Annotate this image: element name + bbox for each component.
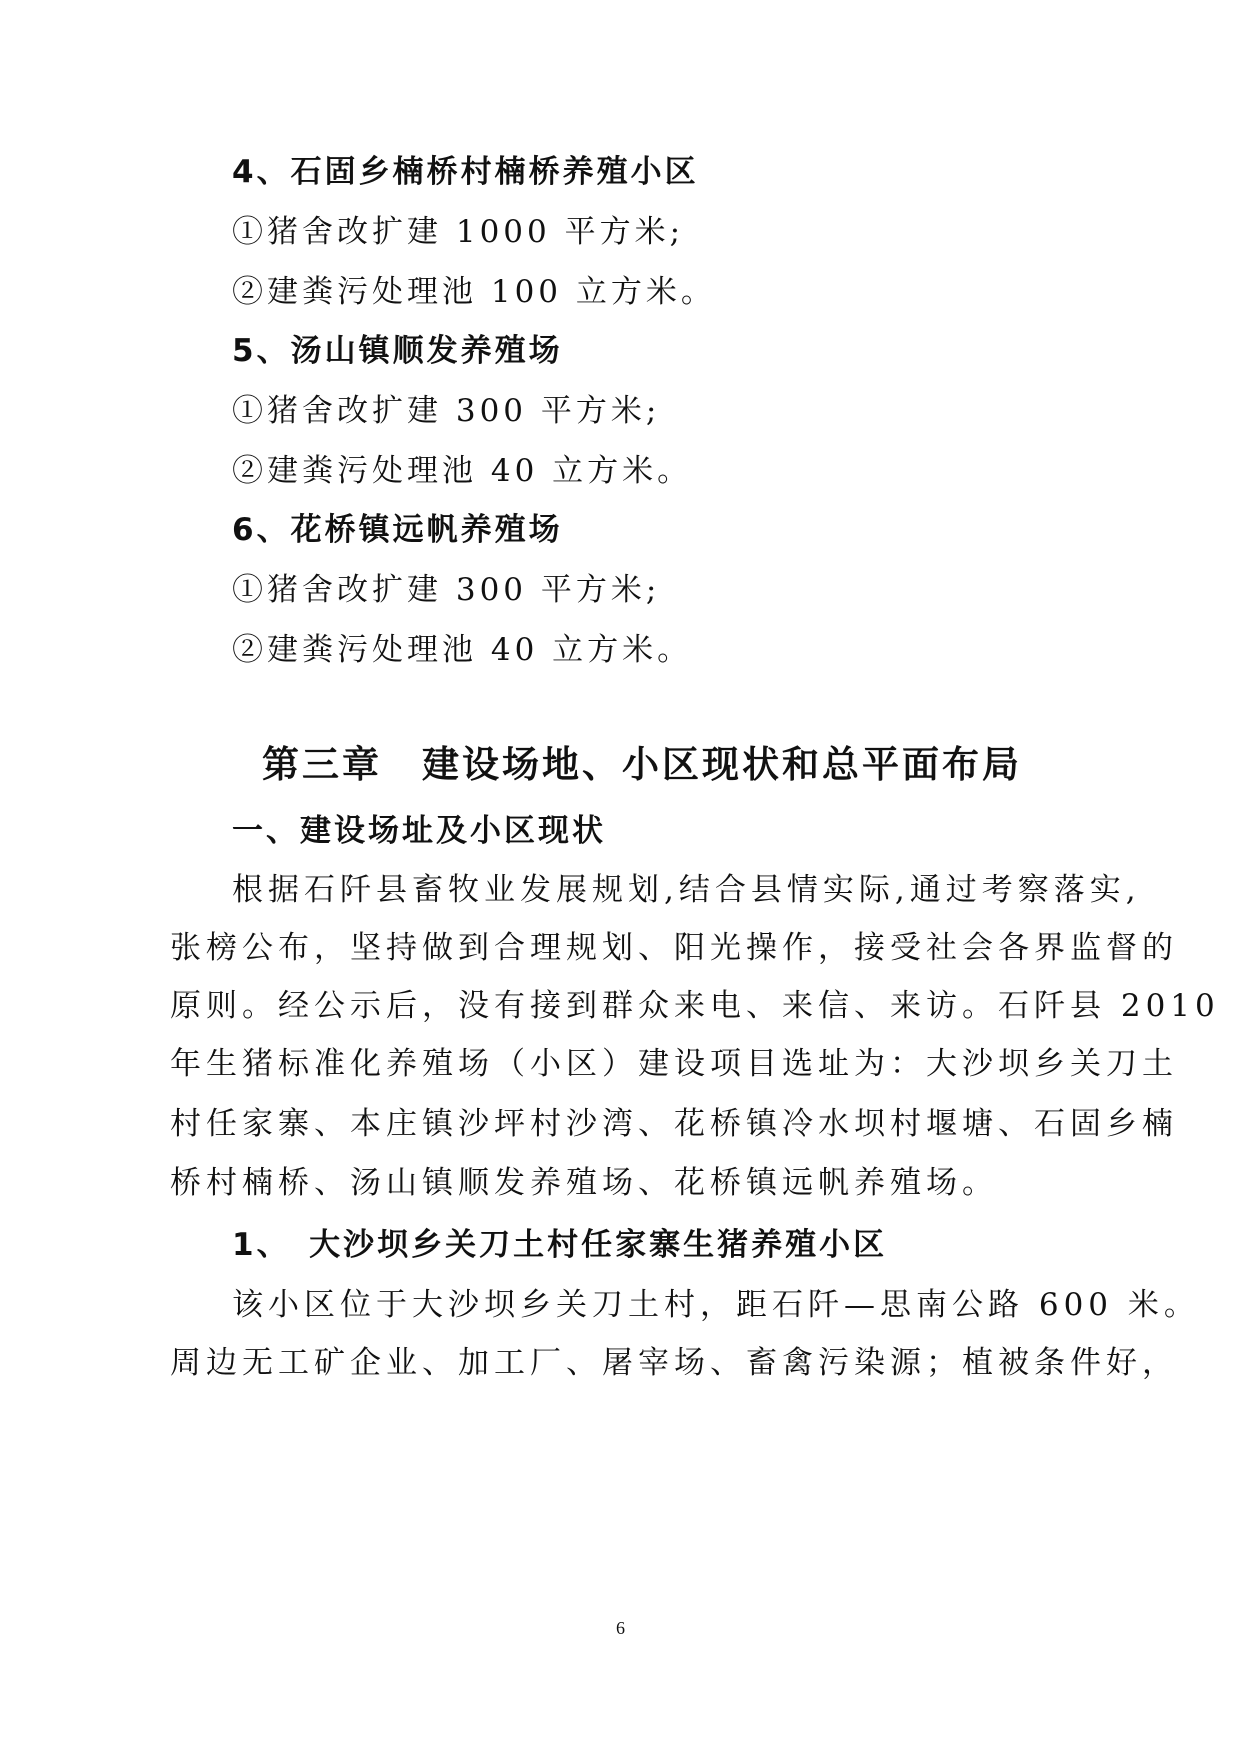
item-heading: 1、 大沙坝乡关刀土村任家寨生猪养殖小区 (232, 1227, 888, 1263)
section-heading: 6、花桥镇远帆养殖场 (232, 512, 563, 548)
paragraph-line: 张榜公布，坚持做到合理规划、阳光操作，接受社会各界监督的 (170, 930, 1178, 966)
subheading: 一、建设场址及小区现状 (232, 813, 606, 849)
list-item: ②建粪污处理池 40 立方米。 (232, 453, 693, 489)
paragraph-line: 根据石阡县畜牧业发展规划,结合县情实际,通过考察落实, (232, 872, 1141, 908)
page-number: 6 (616, 1618, 625, 1638)
paragraph-line: 村任家寨、本庄镇沙坪村沙湾、花桥镇冷水坝村堰塘、石固乡楠 (170, 1106, 1178, 1142)
list-item: ①猪舍改扩建 300 平方米; (232, 393, 661, 429)
chapter-title: 第三章 建设场地、小区现状和总平面布局 (262, 743, 1022, 786)
list-item: ①猪舍改扩建 1000 平方米; (232, 214, 685, 250)
paragraph-line: 年生猪标准化养殖场（小区）建设项目选址为：大沙坝乡关刀土 (170, 1046, 1178, 1082)
list-item: ②建粪污处理池 100 立方米。 (232, 274, 716, 310)
list-item: ②建粪污处理池 40 立方米。 (232, 632, 693, 668)
paragraph-line: 原则。经公示后，没有接到群众来电、来信、来访。石阡县 2010 (170, 988, 1220, 1024)
paragraph-line: 桥村楠桥、汤山镇顺发养殖场、花桥镇远帆养殖场。 (170, 1165, 998, 1201)
paragraph-line: 该小区位于大沙坝乡关刀土村，距石阡—思南公路 600 米。 (232, 1287, 1200, 1323)
section-heading: 5、汤山镇顺发养殖场 (232, 333, 563, 369)
section-heading: 4、石固乡楠桥村楠桥养殖小区 (232, 154, 699, 190)
paragraph-line: 周边无工矿企业、加工厂、屠宰场、畜禽污染源；植被条件好， (170, 1345, 1178, 1381)
list-item: ①猪舍改扩建 300 平方米; (232, 572, 661, 608)
